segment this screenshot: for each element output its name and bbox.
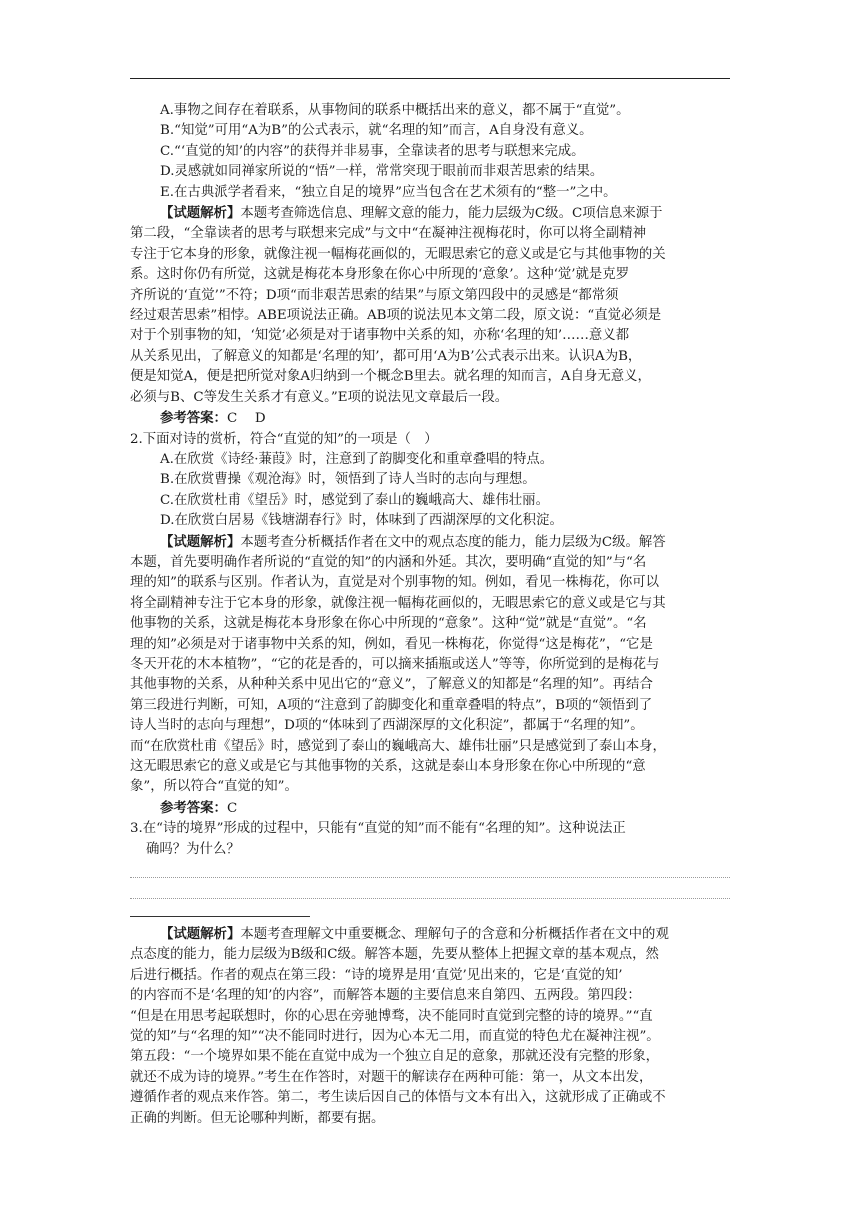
q2-analysis-label: 【试题解析】 bbox=[160, 533, 241, 550]
q2-analysis-line: 【试题解析】本题考查分析概括作者在文中的观点态度的能力，能力层级为C级。解答 bbox=[160, 533, 666, 550]
header-rule bbox=[130, 78, 730, 79]
q1-analysis-label: 【试题解析】 bbox=[160, 205, 241, 222]
q2-analysis-line: 冬天开花的木本植物”，“它的花是香的，可以摘来插瓶或送人”等等，你所觉到的是梅花与 bbox=[130, 656, 660, 672]
q1-analysis-line: 齐所说的‘直觉’”不符；D项“而非艰苦思索的结果”与原文第四段中的灵感是“都常须 bbox=[130, 287, 619, 303]
q1-option-b: B.“知觉”可用“A为B”的公式表示，就“名理的知”而言，A自身没有意义。 bbox=[160, 123, 593, 139]
q3-analysis-line: 【试题解析】本题考查理解文中重要概念、理解句子的含意和分析概括作者在文中的观 bbox=[160, 926, 669, 943]
q2-stem: 2.下面对诗的赏析，符合“直觉的知”的一项是（ ） bbox=[130, 431, 438, 447]
q2-analysis-line: 这无暇思索它的意义或是它与其他事物的关系，这就是泰山本身形象在你心中所现的“意 bbox=[130, 759, 646, 774]
q2-analysis-line: 本题，首先要明确作者所说的“直觉的知”的内涵和外延。其次，要明确“直觉的知”与“名 bbox=[130, 554, 647, 570]
q1-answer-label: 参考答案： bbox=[160, 410, 227, 427]
q1-answer bbox=[130, 408, 730, 429]
q1-option-a: A.事物之间存在着联系，从事物间的联系中概括出来的意义，都不属于“直觉”。 bbox=[160, 103, 630, 118]
q3-stem: 3.在“诗的境界”形成的过程中，只能有“直觉的知”而不能有“名理的知”。这种说法正 bbox=[130, 821, 626, 837]
q1-analysis-line: 经过艰苦思索”相悖。ABE项说法正确。AB项的说法见本文第二段，原文说：“直觉必须是 bbox=[130, 308, 662, 324]
q2-analysis-line: 而“在欣赏杜甫《望岳》时，感觉到了泰山的巍峨高大、雄伟壮丽”只是感觉到了泰山本身， bbox=[130, 738, 666, 754]
q3-analysis-line: “但是在用思考起联想时，你的心思在旁驰博骛，决不能同时直觉到完整的诗的境界。”“直 bbox=[130, 1008, 653, 1024]
q3-analysis-line: 就还不成为诗的境界。”考生在作答时，对题干的解读存在两种可能：第一，从文本出发， bbox=[130, 1069, 653, 1085]
q2-analysis-line: 理的知”必须是对于诸事物中关系的知，例如，看见一株梅花，你觉得“这是梅花”，“它是 bbox=[130, 636, 653, 652]
q2-analysis-line: 象”，所以符合“直觉的知”。 bbox=[130, 779, 298, 795]
q3-analysis-line: 点态度的能力，能力层级为B级和C级。解答本题，先要从整体上把握文章的基本观点，然 bbox=[130, 947, 659, 963]
section-rule bbox=[130, 916, 310, 917]
q1-option-d: D.灵感就如同禅家所说的“悟”一样，常常突现于眼前而非艰苦思索的结果。 bbox=[160, 164, 604, 180]
q2-analysis-line: 将全副精神专注于它本身的形象，就像注视一幅梅花画似的，无暇思索它的意义或是它与其 bbox=[130, 595, 666, 611]
q2-option-c: C.在欣赏杜甫《望岳》时，感觉到了泰山的巍峨高大、雄伟壮丽。 bbox=[160, 492, 549, 508]
q1-analysis-line: 专注于它本身的形象，就像注视一幅梅花画似的，无暇思索它的意义或是它与其他事物的关 bbox=[130, 246, 666, 262]
q2-analysis-line: 理的知”的联系与区别。作者认为，直觉是对个别事物的知。例如，看见一株梅花，你可以 bbox=[130, 575, 660, 591]
q2-analysis-line: 诗人当时的志向与理想”，D项的“体味到了西湖深厚的文化积淀”，都属于“名理的知”。 bbox=[130, 718, 644, 734]
q1-answer-value: C D bbox=[226, 411, 266, 427]
q1-analysis-line: 系。这时你仍有所觉，这就是梅花本身形象在你心中所现的‘意象’。这种‘觉’就是克罗 bbox=[130, 267, 630, 283]
q3-analysis-line: 的内容而不是‘名理的知’的内容”，而解答本题的主要信息来自第四、五两段。第四段： bbox=[130, 988, 641, 1004]
q1-analysis-line: 对于个别事物的知，‘知觉’必须是对于诸事物中关系的知，亦称‘名理的知’……意义都 bbox=[130, 328, 630, 344]
q1-analysis-line: 从关系见出，了解意义的知都是‘名理的知’，都可用‘A为B’公式表示出来。认识A为B， bbox=[130, 348, 642, 364]
q1-analysis-line: 便是知觉A，便是把所觉对象A归纳到一个概念B里去。就名理的知而言，A自身无意义， bbox=[130, 369, 651, 385]
q1-analysis-line: 必须与B、C等发生关系才有意义。”E项的说法见文章最后一段。 bbox=[130, 389, 509, 405]
q2-option-a: A.在欣赏《诗经·蒹葭》时，注意到了韵脚变化和重章叠唱的特点。 bbox=[160, 451, 554, 467]
q2-answer-label: 参考答案： bbox=[160, 799, 227, 816]
q2-option-b: B.在欣赏曹操《观沧海》时，领悟到了诗人当时的志向与理想。 bbox=[160, 472, 536, 488]
q3-analysis-line: 后进行概括。作者的观点在第三段：“诗的境界是用‘直觉’见出来的，它是‘直觉的知’ bbox=[130, 967, 623, 983]
q3-analysis-line: 觉的知”与“名理的知”“决不能同时进行，因为心本无二用，而直觉的特色尤在凝神注视”。 bbox=[130, 1029, 660, 1045]
q2-option-d: D.在欣赏白居易《钱塘湖春行》时，体味到了西湖深厚的文化积淀。 bbox=[160, 513, 563, 529]
answer-writing-line[interactable] bbox=[130, 898, 730, 899]
q1-analysis-line: 第二段，“全靠读者的思考与联想来完成”与文中“在凝神注视梅花时，你可以将全副精神 bbox=[130, 226, 646, 242]
q2-answer-value: C bbox=[226, 800, 238, 816]
q3-analysis-label: 【试题解析】 bbox=[160, 926, 241, 943]
page-content bbox=[130, 101, 730, 1129]
q2-answer bbox=[130, 798, 730, 819]
q3-analysis-line: 遵循作者的观点来作答。第二，考生读后因自己的体悟与文本有出入，这就形成了正确或不 bbox=[130, 1090, 666, 1106]
q3-stem: 确吗？为什么？ bbox=[146, 841, 240, 857]
q2-analysis-line: 第三段进行判断，可知，A项的“注意到了韵脚变化和重章叠唱的特点”，B项的“领悟到了 bbox=[130, 697, 653, 713]
q2-analysis-line: 他事物的关系，这就是梅花本身形象在你心中所现的“意象”。这种“觉”就是“直觉”。“名 bbox=[130, 616, 647, 632]
q3-analysis-line: 正确的判断。但无论哪种判断，都要有据。 bbox=[130, 1110, 385, 1126]
q2-analysis-line: 其他事物的关系，从种种关系中见出它的“意义”，了解意义的知都是“名理的知”。再结合 bbox=[130, 677, 653, 693]
q3-analysis-line: 第五段：“一个境界如果不能在直觉中成为一个独立自足的意象，那就还没有完整的形象， bbox=[130, 1049, 660, 1065]
q1-analysis-line: 【试题解析】本题考查筛选信息、理解文意的能力，能力层级为C级。C项信息来源于 bbox=[160, 205, 663, 222]
q1-option-e: E.在古典派学者看来，“独立自足的境界”应当包含在艺术须有的“整一”之中。 bbox=[160, 184, 617, 200]
q1-option-c: C.“‘直觉的知’的内容”的获得并非易事，全靠读者的思考与联想来完成。 bbox=[160, 143, 585, 159]
